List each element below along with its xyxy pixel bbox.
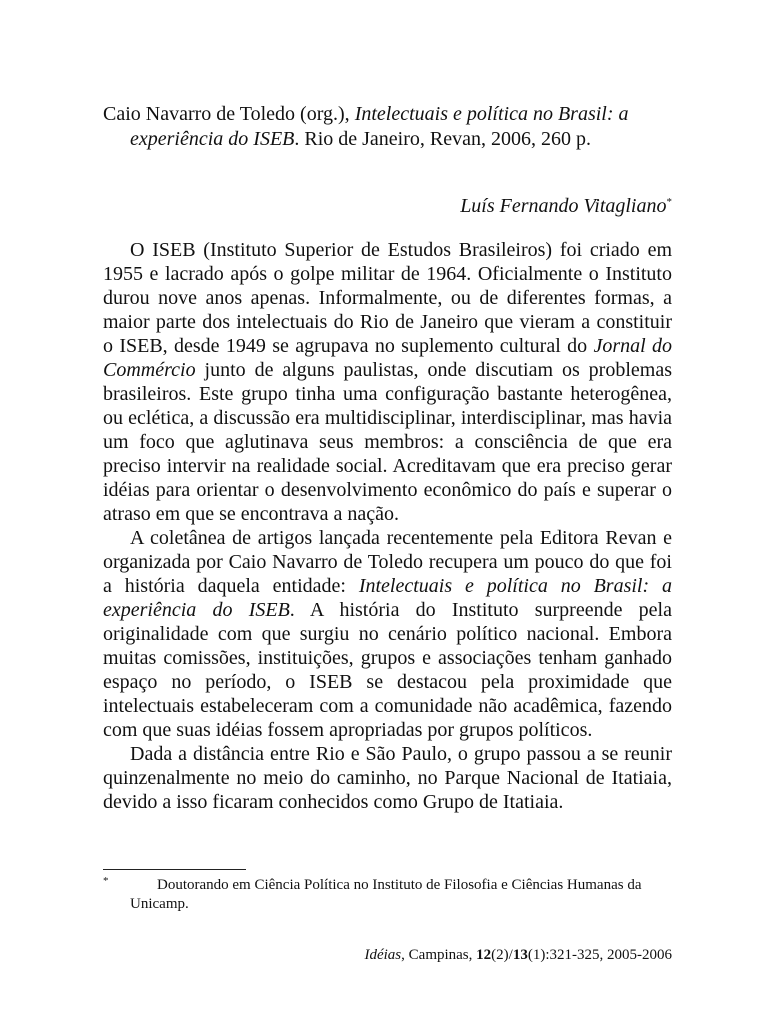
paragraph-1-text: O ISEB (Instituto Superior de Estudos Brasileiros) foi criado em 1955 e lacrado após o golpe militar de 1964. Oficialmente o Instituto durou nove anos apenas. Informalmente, ou de diferentes formas, a maior parte dos intelectuais do Rio de Janeiro que vieram a constituir o ISEB, desde 1949 se agrupava no suplemento cultural do [103, 239, 672, 357]
journal-name: Idéias [364, 947, 402, 963]
reference-author: Caio Navarro de Toledo (org.), [103, 103, 355, 125]
bibliographic-reference [103, 102, 672, 152]
journal-volume-1: 12 [476, 947, 492, 963]
paragraph-2-end: . A história do Instituto surpreende pela originalidade com que surgiu no cenário político nacional. Embora muitas comissões, instituições, grupos e associações tenham ganhado espaço no período, o ISEB se destacou pela proximidade que intelectuais estabeleceram com a comunidade não acadêmica, fazendo com que suas idéias fossem apropriadas por grupos políticos. [103, 599, 672, 741]
review-author [103, 194, 672, 219]
reference-publication: . Rio de Janeiro, Revan, 2006, 260 p. [294, 128, 591, 150]
footnote-marker: * [666, 196, 672, 208]
page-footer [364, 946, 672, 965]
paragraph-1 [103, 238, 672, 526]
paragraph-2 [103, 526, 672, 742]
review-body [103, 238, 672, 814]
footnote-mark: * [103, 875, 109, 887]
paragraph-3: Dada a distância entre Rio e São Paulo, o grupo passou a se reunir quinzenalmente no meio do caminho, no Parque Nacional de Itatiaia, devido a isso ficaram conhecidos como Grupo de Itatiaia. [103, 743, 672, 813]
journal-volume-2: 13 [512, 947, 528, 963]
footnote-text: Doutorando em Ciência Política no Instituto de Filosofia e Ciências Humanas da Unicamp. [130, 877, 642, 912]
paragraph-2-text: A coletânea de artigos lançada recentemente pela Editora Revan e organizada por Caio Navarro de Toledo recupera um pouco do que foi a história daquela entidade: [103, 527, 672, 597]
journal-pages: :321-325, 2005-2006 [545, 947, 672, 963]
document-page [103, 102, 672, 814]
paragraph-2-italic: Intelectuais e política no Brasil: a experiência do ISEB [103, 575, 672, 621]
paragraph-1-end: junto de alguns paulistas, onde discutiam os problemas brasileiros. Este grupo tinha uma configuração bastante heterogênea, ou eclética, a discussão era multidisciplinar, interdisciplinar, mas havia um foco que aglutinava seus membros: a consciência de que era preciso intervir na realidade social. Acreditavam que era preciso gerar idéias para orientar o desenvolvimento econômico do país e superar o atraso em que se encontrava a nação. [103, 359, 672, 525]
journal-issue-1: (2)/ [491, 947, 513, 963]
review-author-name: Luís Fernando Vitagliano [460, 195, 667, 217]
journal-issue-2: (1) [527, 947, 546, 963]
journal-place: , Campinas, [401, 947, 477, 963]
reference-title: Intelectuais e política no Brasil: a experiência do ISEB [130, 103, 629, 150]
footnote-divider [103, 869, 246, 870]
footnote [103, 876, 672, 914]
paragraph-1-italic: Jornal do Commércio [103, 335, 673, 381]
